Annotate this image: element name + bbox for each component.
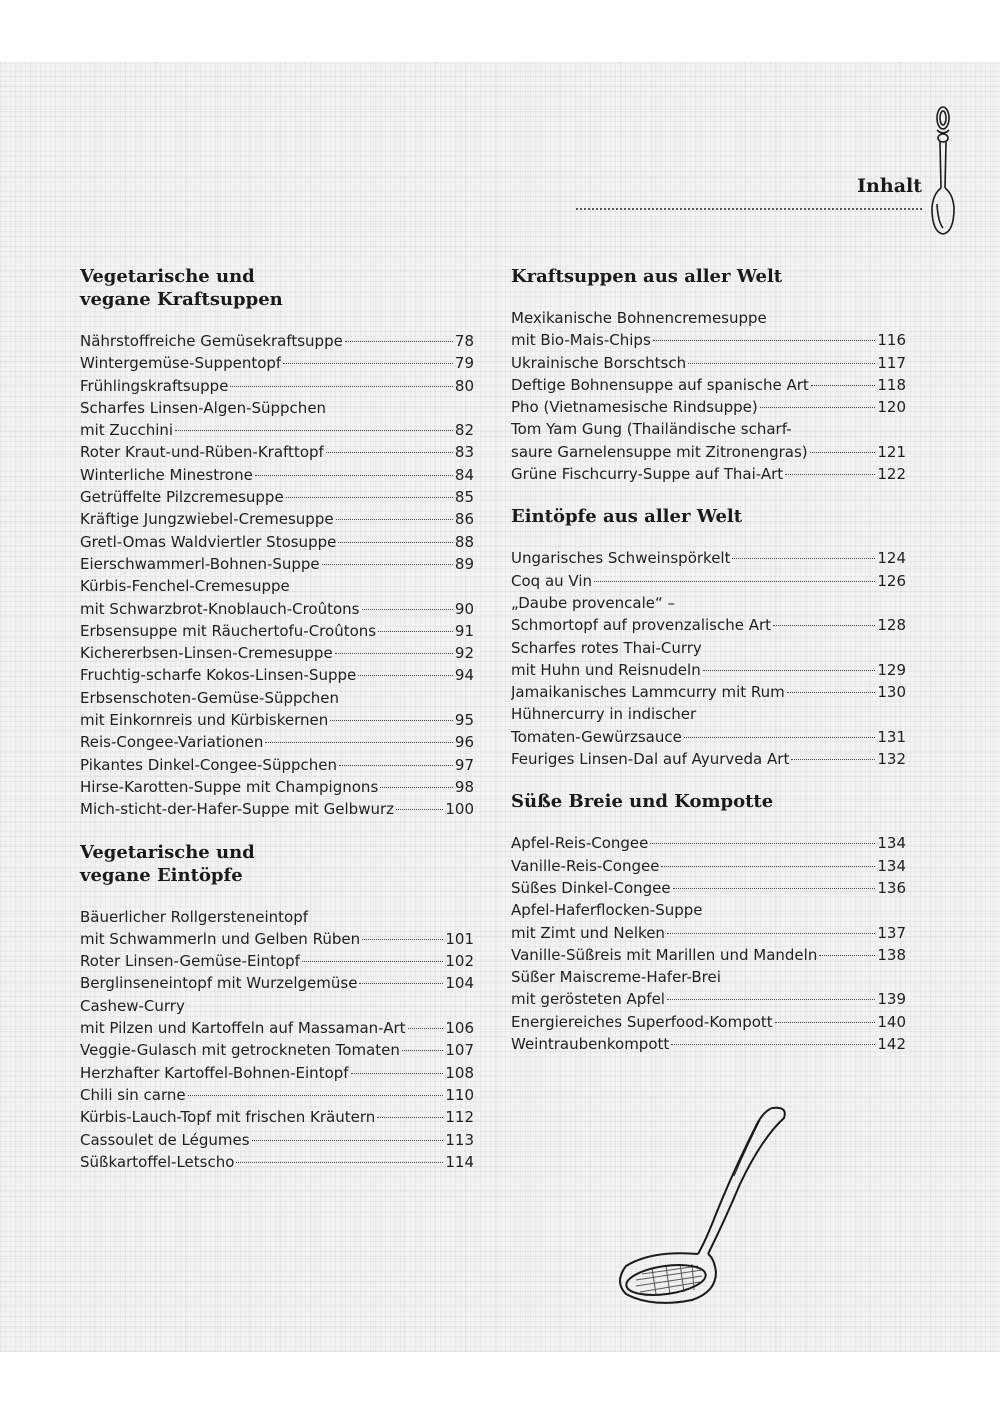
page-number: 129 <box>877 660 906 679</box>
dot-leader <box>791 759 875 760</box>
toc-entry[interactable] <box>80 1151 474 1173</box>
dot-leader <box>283 363 453 364</box>
entry-title: Ukrainische Borschtsch <box>511 353 687 372</box>
section-title-line: vegane Kraftsuppen <box>80 289 283 310</box>
page-number: 108 <box>445 1063 474 1082</box>
dot-leader <box>345 341 453 342</box>
entry-title: Chili sin carne <box>80 1085 186 1104</box>
entry-title: Eierschwammerl-Bohnen-Suppe <box>80 554 320 573</box>
page-number: 107 <box>445 1041 474 1060</box>
page-number: 97 <box>454 755 474 774</box>
toc-entry[interactable] <box>80 1039 474 1061</box>
entry-title: Süßes Dinkel-Congee <box>511 878 671 897</box>
entry-row <box>511 832 906 854</box>
entry-title-line: Kürbis-Fenchel-Cremesuppe <box>80 577 290 596</box>
toc-column-right <box>511 265 906 1075</box>
toc-entry[interactable] <box>80 486 474 508</box>
toc-entry[interactable] <box>80 508 474 530</box>
entry-title-line: Hühnercurry in indischer <box>511 705 697 724</box>
entry-title: mit Huhn und Reisnudeln <box>511 660 701 679</box>
entry-title: Deftige Bohnensuppe auf spanische Art <box>511 375 809 394</box>
toc-entry[interactable] <box>80 1084 474 1106</box>
entry-row <box>80 754 474 776</box>
ladle-icon <box>612 1104 792 1308</box>
dot-leader <box>688 363 875 364</box>
entry-title-line: Bäuerlicher Rollgersteneintopf <box>80 907 309 926</box>
entry-title-line: Scharfes rotes Thai-Curry <box>511 638 702 657</box>
entry-title-line: Mexikanische Bohnencremesuppe <box>511 309 767 327</box>
page-number: 112 <box>445 1108 474 1127</box>
page-number: 101 <box>445 929 474 948</box>
page-number: 139 <box>877 990 906 1009</box>
entry-title-line: Tom Yam Gung (Thailändische scharf- <box>511 420 792 439</box>
page-number: 114 <box>445 1152 474 1171</box>
page-number: 120 <box>877 398 906 417</box>
entry-row <box>511 463 906 485</box>
dot-leader <box>667 933 875 934</box>
dot-leader <box>732 558 875 559</box>
dot-leader <box>661 866 875 867</box>
dot-leader <box>265 742 453 743</box>
section-title <box>511 265 906 288</box>
entry-row <box>511 570 906 592</box>
section-title-line: Vegetarische und <box>80 841 255 863</box>
entry-title: Vanille-Süßreis mit Marillen und Mandeln <box>511 945 818 964</box>
dot-leader <box>330 720 453 721</box>
toc-entry[interactable] <box>511 547 906 569</box>
entry-title: Berglinseneintopf mit Wurzelgemüse <box>80 974 358 993</box>
page-number: 84 <box>454 465 474 484</box>
dot-leader <box>236 1162 443 1163</box>
toc-entry[interactable] <box>511 899 906 944</box>
entry-row <box>80 731 474 753</box>
entry-row <box>511 681 906 703</box>
entry-title: Kräftige Jungzwiebel-Cremesuppe <box>80 510 334 529</box>
toc-entry[interactable] <box>80 397 474 442</box>
page-number: 89 <box>454 554 474 573</box>
entry-row <box>80 664 474 686</box>
entry-row <box>80 1129 474 1151</box>
dot-leader <box>336 519 453 520</box>
toc-entry[interactable] <box>80 531 474 553</box>
entry-row <box>511 1033 906 1055</box>
page-number: 110 <box>445 1085 474 1104</box>
toc-entry[interactable] <box>80 330 474 352</box>
entry-row <box>80 776 474 798</box>
entry-title: Hirse-Karotten-Suppe mit Champignons <box>80 777 379 796</box>
toc-entry[interactable] <box>511 637 906 682</box>
dot-leader <box>339 765 453 766</box>
entry-row <box>511 748 906 770</box>
section-title <box>80 841 474 887</box>
entry-title: saure Garnelensuppe mit Zitronengras) <box>511 442 808 461</box>
entry-title: Schmortopf auf provenzalische Art <box>511 616 772 635</box>
entry-title: Winterliche Minestrone <box>80 465 253 484</box>
dot-leader <box>362 939 443 940</box>
page-number: 82 <box>454 421 474 440</box>
page-number: 113 <box>445 1130 474 1149</box>
toc-entry[interactable] <box>80 664 474 686</box>
page-number: 122 <box>877 465 906 484</box>
entry-row <box>511 374 906 396</box>
toc-entry[interactable] <box>511 463 906 485</box>
dot-leader <box>358 675 453 676</box>
toc-entry[interactable] <box>511 396 906 418</box>
entry-title: Kichererbsen-Linsen-Cremesuppe <box>80 644 333 663</box>
page-number: 85 <box>454 488 474 507</box>
page-number: 117 <box>877 353 906 372</box>
page-number: 102 <box>445 952 474 971</box>
entry-row <box>80 642 474 664</box>
page-number: 86 <box>454 510 474 529</box>
page-number: 96 <box>454 733 474 752</box>
toc-entry[interactable] <box>80 906 474 951</box>
page-number: 121 <box>877 442 906 461</box>
entry-row <box>511 1011 906 1033</box>
entry-row <box>80 1039 474 1061</box>
entry-title: mit Bio-Mais-Chips <box>511 331 651 350</box>
page-number: 98 <box>454 777 474 796</box>
dot-leader <box>787 692 876 693</box>
entry-title: mit Schwarzbrot-Knoblauch-Croûtons <box>80 599 360 618</box>
dot-leader <box>338 542 453 543</box>
section-title-line: Eintöpfe aus aller Welt <box>511 506 743 528</box>
page-number: 128 <box>877 616 906 635</box>
title-dotted-rule <box>576 208 922 210</box>
toc-entry[interactable] <box>80 972 474 994</box>
toc-column-left <box>80 265 474 1193</box>
entry-title: Reis-Congee-Variationen <box>80 733 264 752</box>
dot-leader <box>362 609 453 610</box>
dot-leader <box>703 670 876 671</box>
entry-row <box>80 1106 474 1128</box>
entry-title: Wintergemüse-Suppentopf <box>80 354 282 373</box>
toc-entry[interactable] <box>80 798 474 820</box>
toc-entry[interactable] <box>511 703 906 748</box>
entry-title: Frühlingskraftsuppe <box>80 376 229 395</box>
dot-leader <box>408 1028 444 1029</box>
dot-leader <box>811 385 876 386</box>
page-number: 140 <box>877 1012 906 1031</box>
entry-title: Ungarisches Schweinspörkelt <box>511 549 731 568</box>
dot-leader <box>810 452 876 453</box>
entry-row <box>80 508 474 530</box>
dot-leader <box>653 340 876 341</box>
dot-leader <box>650 843 875 844</box>
entry-row <box>511 988 906 1010</box>
dot-leader <box>322 564 453 565</box>
page-number: 137 <box>877 923 906 942</box>
entry-row <box>80 375 474 397</box>
entry-title: mit gerösteten Apfel <box>511 990 665 1009</box>
toc-entry[interactable] <box>80 620 474 642</box>
toc-entry[interactable] <box>511 966 906 1011</box>
dot-leader <box>396 809 443 810</box>
toc-entry[interactable] <box>80 995 474 1040</box>
page-number: 131 <box>877 727 906 746</box>
page-number: 142 <box>877 1035 906 1054</box>
page-number: 134 <box>877 856 906 875</box>
section-title-line: Süße Breie und Kompotte <box>511 791 774 813</box>
entry-row <box>80 531 474 553</box>
page-number: 80 <box>454 376 474 395</box>
entry-title: Feuriges Linsen-Dal auf Ayurveda Art <box>511 750 790 769</box>
entry-row <box>80 1084 474 1106</box>
toc-entry[interactable] <box>511 592 906 637</box>
dot-leader <box>335 653 453 654</box>
entry-row <box>80 709 474 731</box>
section-title-line: vegane Eintöpfe <box>80 864 243 886</box>
toc-entry[interactable] <box>511 681 906 703</box>
entry-title: Erbsensuppe mit Räuchertofu-Croûtons <box>80 621 377 640</box>
toc-entry[interactable] <box>511 1011 906 1033</box>
toc-entry[interactable] <box>80 1106 474 1128</box>
page-number: 124 <box>877 549 906 568</box>
entry-title: Fruchtig-scharfe Kokos-Linsen-Suppe <box>80 666 357 685</box>
toc-entry[interactable] <box>511 877 906 899</box>
dot-leader <box>286 497 453 498</box>
toc-entry[interactable] <box>511 832 906 854</box>
dot-leader <box>673 888 876 889</box>
entry-title: mit Schwammerln und Gelben Rüben <box>80 929 361 948</box>
entry-title: Apfel-Reis-Congee <box>511 834 649 853</box>
entry-row <box>511 659 906 681</box>
entry-title: mit Zimt und Nelken <box>511 923 665 942</box>
page-number: 134 <box>877 834 906 853</box>
entry-title: Veggie-Gulasch mit getrockneten Tomaten <box>80 1041 400 1060</box>
toc-entry[interactable] <box>511 418 906 463</box>
page-number: 95 <box>454 711 474 730</box>
entry-row <box>80 798 474 820</box>
entry-title: Süßkartoffel-Letscho <box>80 1152 235 1171</box>
page-number: 116 <box>877 331 906 350</box>
dot-leader <box>671 1044 875 1045</box>
page-number: 79 <box>454 354 474 373</box>
entry-title-line: Scharfes Linsen-Algen-Süppchen <box>80 398 327 417</box>
page-number: 136 <box>877 878 906 897</box>
toc-entry[interactable] <box>511 855 906 877</box>
toc-entry[interactable] <box>80 464 474 486</box>
entry-row <box>511 441 906 463</box>
entry-title: mit Einkornreis und Kürbiskernen <box>80 711 329 730</box>
entry-title-line: Cashew-Curry <box>80 996 185 1015</box>
entry-title: Herzhafter Kartoffel-Bohnen-Eintopf <box>80 1063 349 1082</box>
entry-row <box>80 486 474 508</box>
entry-title: Nährstoffreiche Gemüsekraftsuppe <box>80 332 343 350</box>
entry-row <box>80 464 474 486</box>
toc-section <box>80 265 474 821</box>
toc-entry[interactable] <box>80 1129 474 1151</box>
dot-leader <box>773 625 875 626</box>
toc-entry[interactable] <box>511 352 906 374</box>
entry-title: Gretl-Omas Waldviertler Stosuppe <box>80 532 337 551</box>
dot-leader <box>326 452 453 453</box>
section-title-line: Vegetarische und <box>80 266 255 287</box>
page-number: 118 <box>877 375 906 394</box>
page-number: 100 <box>445 800 474 819</box>
page-number: 126 <box>877 571 906 590</box>
entry-title: Jamaikanisches Lammcurry mit Rum <box>511 683 785 702</box>
entry-title-line: Apfel-Haferflocken-Suppe <box>511 901 703 920</box>
dot-leader <box>188 1095 444 1096</box>
entry-row <box>80 1017 474 1039</box>
page-number: 92 <box>454 644 474 663</box>
entry-row <box>511 547 906 569</box>
page-number: 132 <box>877 750 906 769</box>
dot-leader <box>378 631 453 632</box>
section-title <box>80 265 474 311</box>
dot-leader <box>230 386 452 387</box>
entry-row <box>80 419 474 441</box>
toc-entry[interactable] <box>511 570 906 592</box>
toc-entry[interactable] <box>80 754 474 776</box>
dot-leader <box>760 407 876 408</box>
page-number: 78 <box>454 332 474 350</box>
entry-title: Roter Linsen-Gemüse-Eintopf <box>80 952 300 971</box>
dot-leader <box>402 1050 443 1051</box>
entry-row <box>80 620 474 642</box>
entry-row <box>511 877 906 899</box>
section-title-line: Kraftsuppen aus aller Welt <box>511 266 783 287</box>
toc-entry[interactable] <box>80 441 474 463</box>
entry-title: Tomaten-Gewürzsauce <box>511 727 682 746</box>
entry-title: Energiereiches Superfood-Kompott <box>511 1012 773 1031</box>
entry-row <box>511 855 906 877</box>
dot-leader <box>175 430 453 431</box>
page-number: 104 <box>445 974 474 993</box>
toc-entry[interactable] <box>80 776 474 798</box>
dot-leader <box>302 961 443 962</box>
page-number: 138 <box>877 945 906 964</box>
toc-entry[interactable] <box>80 687 474 732</box>
entry-title: Vanille-Reis-Congee <box>511 856 660 875</box>
entry-title: mit Zucchini <box>80 421 174 440</box>
dot-leader <box>351 1073 444 1074</box>
entry-title: Kürbis-Lauch-Topf mit frischen Kräutern <box>80 1108 376 1127</box>
section-title <box>511 505 906 528</box>
entry-title: Cassoulet de Légumes <box>80 1130 250 1149</box>
entry-title: Getrüffelte Pilzcremesuppe <box>80 488 284 507</box>
page-number: 130 <box>877 683 906 702</box>
toc-entry[interactable] <box>511 748 906 770</box>
entry-row <box>80 598 474 620</box>
toc-entry[interactable] <box>511 944 906 966</box>
dot-leader <box>819 955 875 956</box>
toc-entry[interactable] <box>80 731 474 753</box>
entry-row <box>511 614 906 636</box>
entry-title: Grüne Fischcurry-Suppe auf Thai-Art <box>511 465 784 484</box>
entry-title: mit Pilzen und Kartoffeln auf Massaman-Art <box>80 1019 406 1038</box>
entry-row <box>80 441 474 463</box>
page-title: Inhalt <box>857 175 922 197</box>
entry-title: Coq au Vin <box>511 571 593 590</box>
page-number: 83 <box>454 443 474 462</box>
page-number: 91 <box>454 621 474 640</box>
entry-row <box>511 922 906 944</box>
entry-row <box>80 553 474 575</box>
dot-leader <box>667 999 875 1000</box>
page-number: 90 <box>454 599 474 618</box>
toc-section <box>511 265 906 485</box>
toc-section <box>511 790 906 1055</box>
entry-row <box>511 944 906 966</box>
entry-row <box>80 1062 474 1084</box>
dot-leader <box>252 1140 444 1141</box>
entry-title: Pikantes Dinkel-Congee-Süppchen <box>80 755 337 774</box>
toc-entry[interactable] <box>80 950 474 972</box>
dot-leader <box>594 581 875 582</box>
spoon-icon <box>926 104 960 236</box>
entry-title: Roter Kraut-und-Rüben-Krafttopf <box>80 443 324 462</box>
dot-leader <box>359 983 443 984</box>
toc-entry[interactable] <box>80 375 474 397</box>
entry-title: Weintraubenkompott <box>511 1035 670 1054</box>
toc-entry[interactable] <box>80 575 474 620</box>
toc-entry[interactable] <box>80 553 474 575</box>
dot-leader <box>684 737 876 738</box>
entry-row <box>80 352 474 374</box>
entry-row <box>511 352 906 374</box>
toc-entry[interactable] <box>80 1062 474 1084</box>
dot-leader <box>775 1022 876 1023</box>
section-title <box>511 790 906 813</box>
entry-row <box>80 950 474 972</box>
toc-entry[interactable] <box>80 642 474 664</box>
entry-row <box>80 972 474 994</box>
entry-row <box>80 1151 474 1173</box>
entry-title-line: „Daube provencale“ – <box>511 593 676 612</box>
entry-title-line: Erbsenschoten-Gemüse-Süppchen <box>80 688 340 707</box>
entry-row <box>511 726 906 748</box>
entry-row <box>511 329 906 351</box>
page-number: 88 <box>454 532 474 551</box>
entry-title: Mich-sticht-der-Hafer-Suppe mit Gelbwurz <box>80 800 395 819</box>
toc-entry[interactable] <box>511 374 906 396</box>
page-number: 106 <box>445 1019 474 1038</box>
entry-row <box>511 396 906 418</box>
toc-section <box>511 505 906 770</box>
dot-leader <box>255 475 453 476</box>
entry-row <box>80 928 474 950</box>
toc-section <box>80 841 474 1174</box>
toc-entry[interactable] <box>511 307 906 352</box>
entry-title: Pho (Vietnamesische Rindsuppe) <box>511 398 758 417</box>
entry-row <box>80 330 474 352</box>
page-number: 94 <box>454 666 474 685</box>
toc-entry[interactable] <box>80 352 474 374</box>
dot-leader <box>377 1117 443 1118</box>
dot-leader <box>380 787 453 788</box>
dot-leader <box>785 474 875 475</box>
toc-entry[interactable] <box>511 1033 906 1055</box>
entry-title-line: Süßer Maiscreme-Hafer-Brei <box>511 968 721 987</box>
